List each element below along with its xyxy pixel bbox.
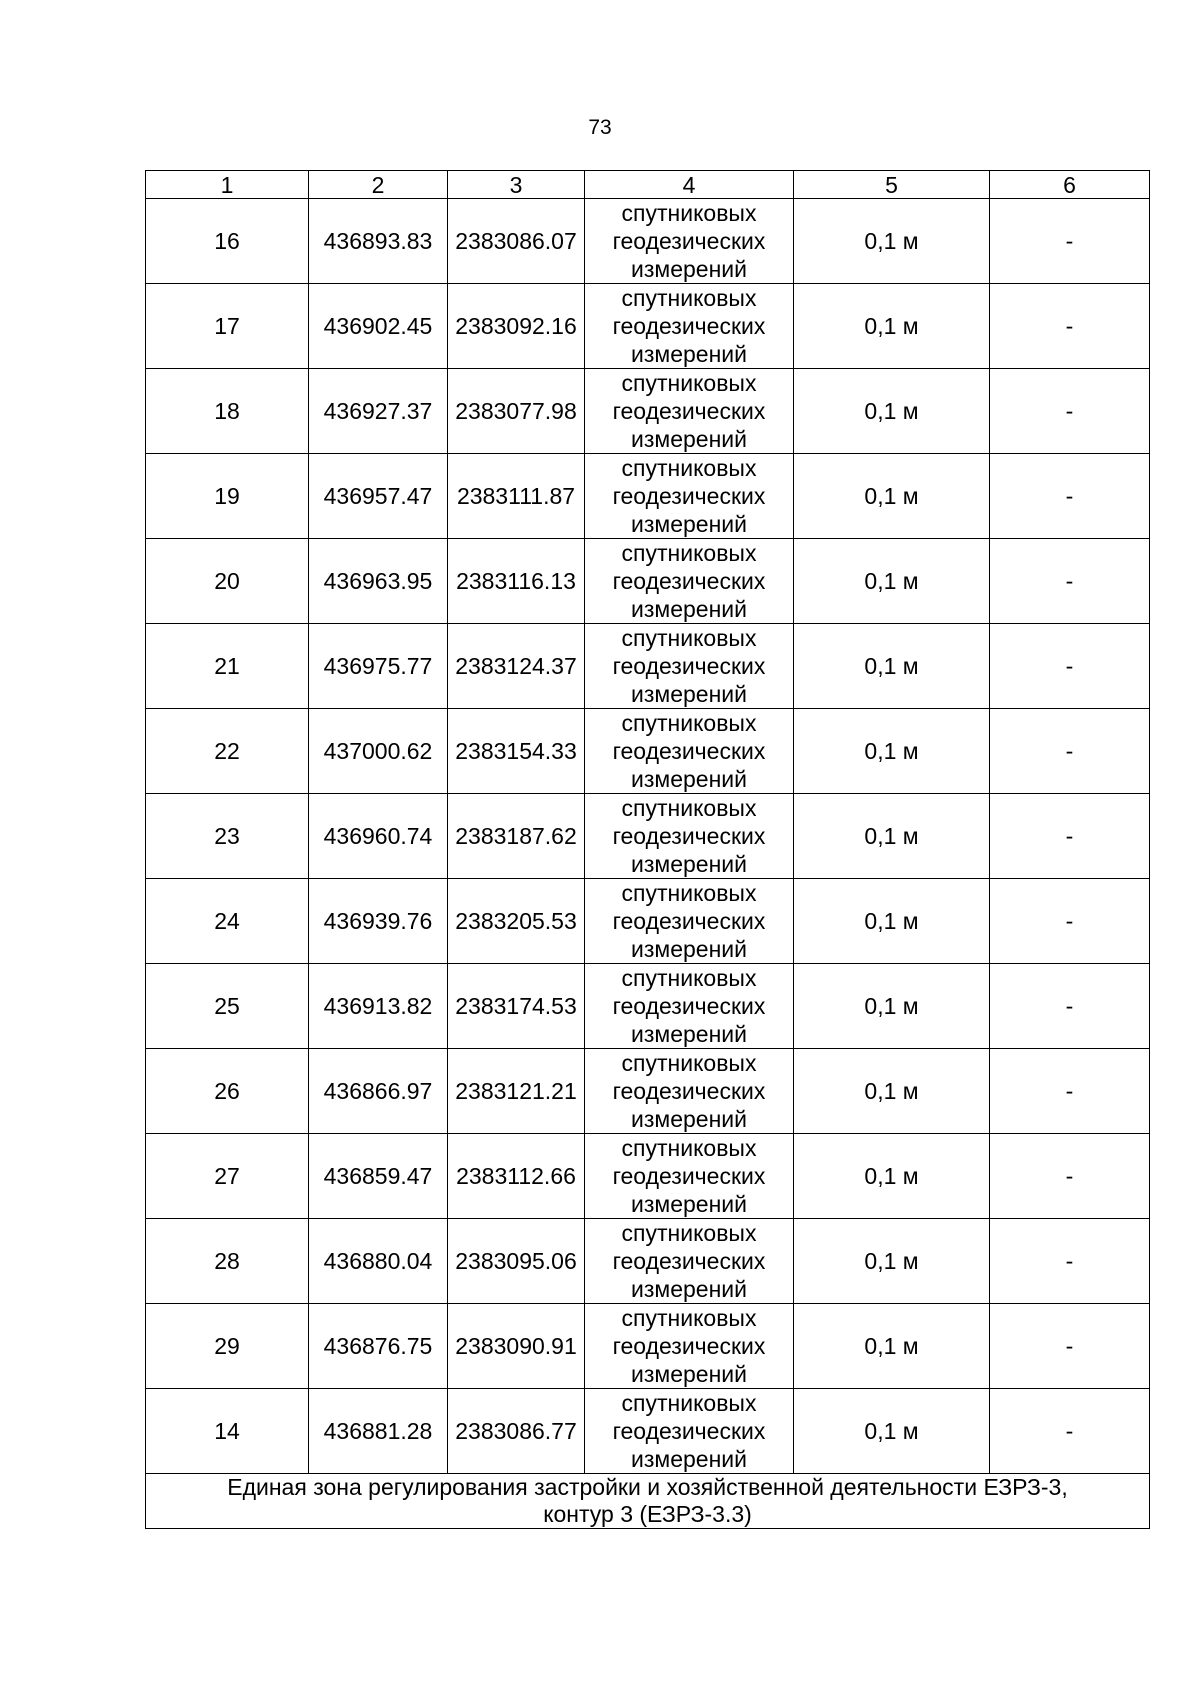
method-line: измерений: [631, 1021, 747, 1047]
accuracy-cell: 0,1 м: [794, 1304, 990, 1389]
method-cell: [585, 284, 794, 369]
x-coordinate-cell: 436939.76: [309, 879, 448, 964]
method-line: спутниковых: [621, 1305, 757, 1331]
coordinates-table: [145, 170, 1150, 1529]
y-coordinate-cell: 2383116.13: [448, 539, 585, 624]
x-coordinate-cell: 436913.82: [309, 964, 448, 1049]
point-number-cell: 24: [146, 879, 309, 964]
point-number-cell: 28: [146, 1219, 309, 1304]
method-line: геодезических: [612, 908, 766, 934]
y-coordinate-cell: 2383154.33: [448, 709, 585, 794]
table-row: [146, 879, 1150, 964]
accuracy-cell: 0,1 м: [794, 1134, 990, 1219]
method-cell: [585, 1049, 794, 1134]
accuracy-cell: 0,1 м: [794, 369, 990, 454]
point-number-cell: 19: [146, 454, 309, 539]
method-cell: [585, 709, 794, 794]
method-cell: [585, 1219, 794, 1304]
accuracy-cell: 0,1 м: [794, 539, 990, 624]
table-header: [146, 171, 1150, 199]
point-number-cell: 22: [146, 709, 309, 794]
accuracy-cell: 0,1 м: [794, 199, 990, 284]
method-line: геодезических: [612, 1333, 766, 1359]
point-number-cell: 14: [146, 1389, 309, 1474]
y-coordinate-cell: 2383111.87: [448, 454, 585, 539]
note-cell: -: [990, 1134, 1150, 1219]
method-line: геодезических: [612, 653, 766, 679]
method-line: измерений: [631, 766, 747, 792]
table-row: [146, 1219, 1150, 1304]
table-row: [146, 1134, 1150, 1219]
method-line: спутниковых: [621, 965, 757, 991]
point-number-cell: 21: [146, 624, 309, 709]
table-row: [146, 454, 1150, 539]
note-cell: -: [990, 284, 1150, 369]
header-col-4: 4: [585, 171, 794, 199]
note-cell: -: [990, 709, 1150, 794]
accuracy-cell: 0,1 м: [794, 964, 990, 1049]
header-col-2: 2: [309, 171, 448, 199]
accuracy-cell: 0,1 м: [794, 454, 990, 539]
method-cell: [585, 1134, 794, 1219]
method-line: геодезических: [612, 993, 766, 1019]
method-line: спутниковых: [621, 880, 757, 906]
accuracy-cell: 0,1 м: [794, 624, 990, 709]
table-row: [146, 199, 1150, 284]
note-cell: -: [990, 539, 1150, 624]
method-line: геодезических: [612, 738, 766, 764]
point-number-cell: 17: [146, 284, 309, 369]
y-coordinate-cell: 2383187.62: [448, 794, 585, 879]
method-line: геодезических: [612, 823, 766, 849]
method-line: измерений: [631, 596, 747, 622]
x-coordinate-cell: 436881.28: [309, 1389, 448, 1474]
method-cell: [585, 539, 794, 624]
method-line: измерений: [631, 1106, 747, 1132]
table-row: [146, 284, 1150, 369]
accuracy-cell: 0,1 м: [794, 879, 990, 964]
method-line: измерений: [631, 936, 747, 962]
note-cell: -: [990, 964, 1150, 1049]
x-coordinate-cell: 436859.47: [309, 1134, 448, 1219]
header-col-1: 1: [146, 171, 309, 199]
method-cell: [585, 794, 794, 879]
method-line: измерений: [631, 511, 747, 537]
table-row: [146, 539, 1150, 624]
point-number-cell: 16: [146, 199, 309, 284]
method-cell: [585, 1389, 794, 1474]
x-coordinate-cell: 436876.75: [309, 1304, 448, 1389]
method-cell: [585, 624, 794, 709]
note-cell: -: [990, 199, 1150, 284]
header-col-6: 6: [990, 171, 1150, 199]
table-row: [146, 964, 1150, 1049]
table-row: [146, 709, 1150, 794]
y-coordinate-cell: 2383086.07: [448, 199, 585, 284]
note-cell: -: [990, 1219, 1150, 1304]
method-line: спутниковых: [621, 795, 757, 821]
method-cell: [585, 879, 794, 964]
point-number-cell: 27: [146, 1134, 309, 1219]
note-cell: -: [990, 1049, 1150, 1134]
method-line: спутниковых: [621, 1220, 757, 1246]
footer-row: [146, 1474, 1150, 1529]
header-row: [146, 171, 1150, 199]
method-line: геодезических: [612, 1078, 766, 1104]
method-line: спутниковых: [621, 455, 757, 481]
method-line: геодезических: [612, 1248, 766, 1274]
method-cell: [585, 964, 794, 1049]
x-coordinate-cell: 436866.97: [309, 1049, 448, 1134]
zone-caption-line-1: Единая зона регулирования застройки и хозяйственной деятельности ЕЗРЗ-3,: [227, 1474, 1068, 1500]
table-row: [146, 1389, 1150, 1474]
x-coordinate-cell: 436960.74: [309, 794, 448, 879]
x-coordinate-cell: 437000.62: [309, 709, 448, 794]
note-cell: -: [990, 624, 1150, 709]
table-row: [146, 369, 1150, 454]
method-line: измерений: [631, 1276, 747, 1302]
point-number-cell: 23: [146, 794, 309, 879]
accuracy-cell: 0,1 м: [794, 709, 990, 794]
zone-caption-line-2: контур 3 (ЕЗРЗ-3.3): [543, 1501, 752, 1527]
method-line: геодезических: [612, 398, 766, 424]
method-line: геодезических: [612, 228, 766, 254]
method-line: измерений: [631, 851, 747, 877]
method-line: измерений: [631, 256, 747, 282]
method-line: измерений: [631, 426, 747, 452]
method-cell: [585, 369, 794, 454]
method-cell: [585, 1304, 794, 1389]
y-coordinate-cell: 2383112.66: [448, 1134, 585, 1219]
x-coordinate-cell: 436975.77: [309, 624, 448, 709]
method-cell: [585, 199, 794, 284]
x-coordinate-cell: 436957.47: [309, 454, 448, 539]
note-cell: -: [990, 879, 1150, 964]
point-number-cell: 29: [146, 1304, 309, 1389]
method-line: геодезических: [612, 1163, 766, 1189]
table-row: [146, 794, 1150, 879]
note-cell: -: [990, 454, 1150, 539]
table-row: [146, 1304, 1150, 1389]
x-coordinate-cell: 436927.37: [309, 369, 448, 454]
y-coordinate-cell: 2383077.98: [448, 369, 585, 454]
y-coordinate-cell: 2383095.06: [448, 1219, 585, 1304]
accuracy-cell: 0,1 м: [794, 1049, 990, 1134]
method-line: спутниковых: [621, 625, 757, 651]
method-line: измерений: [631, 681, 747, 707]
x-coordinate-cell: 436963.95: [309, 539, 448, 624]
table-row: [146, 1049, 1150, 1134]
table-body: [146, 199, 1150, 1529]
note-cell: -: [990, 1389, 1150, 1474]
method-line: геодезических: [612, 568, 766, 594]
method-line: геодезических: [612, 313, 766, 339]
x-coordinate-cell: 436880.04: [309, 1219, 448, 1304]
method-line: спутниковых: [621, 710, 757, 736]
x-coordinate-cell: 436893.83: [309, 199, 448, 284]
method-line: спутниковых: [621, 1390, 757, 1416]
zone-caption: [146, 1474, 1150, 1529]
point-number-cell: 25: [146, 964, 309, 1049]
header-col-5: 5: [794, 171, 990, 199]
accuracy-cell: 0,1 м: [794, 1389, 990, 1474]
method-line: измерений: [631, 1446, 747, 1472]
method-line: измерений: [631, 341, 747, 367]
point-number-cell: 26: [146, 1049, 309, 1134]
page-number: 73: [588, 116, 612, 139]
y-coordinate-cell: 2383090.91: [448, 1304, 585, 1389]
point-number-cell: 18: [146, 369, 309, 454]
method-line: геодезических: [612, 1418, 766, 1444]
table-row: [146, 624, 1150, 709]
method-line: измерений: [631, 1191, 747, 1217]
y-coordinate-cell: 2383092.16: [448, 284, 585, 369]
accuracy-cell: 0,1 м: [794, 1219, 990, 1304]
method-line: спутниковых: [621, 370, 757, 396]
method-line: спутниковых: [621, 1050, 757, 1076]
header-col-3: 3: [448, 171, 585, 199]
method-line: спутниковых: [621, 540, 757, 566]
y-coordinate-cell: 2383121.21: [448, 1049, 585, 1134]
note-cell: -: [990, 1304, 1150, 1389]
y-coordinate-cell: 2383086.77: [448, 1389, 585, 1474]
y-coordinate-cell: 2383174.53: [448, 964, 585, 1049]
point-number-cell: 20: [146, 539, 309, 624]
method-line: спутниковых: [621, 285, 757, 311]
accuracy-cell: 0,1 м: [794, 284, 990, 369]
method-cell: [585, 454, 794, 539]
y-coordinate-cell: 2383124.37: [448, 624, 585, 709]
method-line: спутниковых: [621, 1135, 757, 1161]
accuracy-cell: 0,1 м: [794, 794, 990, 879]
method-line: спутниковых: [621, 200, 757, 226]
y-coordinate-cell: 2383205.53: [448, 879, 585, 964]
method-line: измерений: [631, 1361, 747, 1387]
note-cell: -: [990, 794, 1150, 879]
method-line: геодезических: [612, 483, 766, 509]
x-coordinate-cell: 436902.45: [309, 284, 448, 369]
note-cell: -: [990, 369, 1150, 454]
